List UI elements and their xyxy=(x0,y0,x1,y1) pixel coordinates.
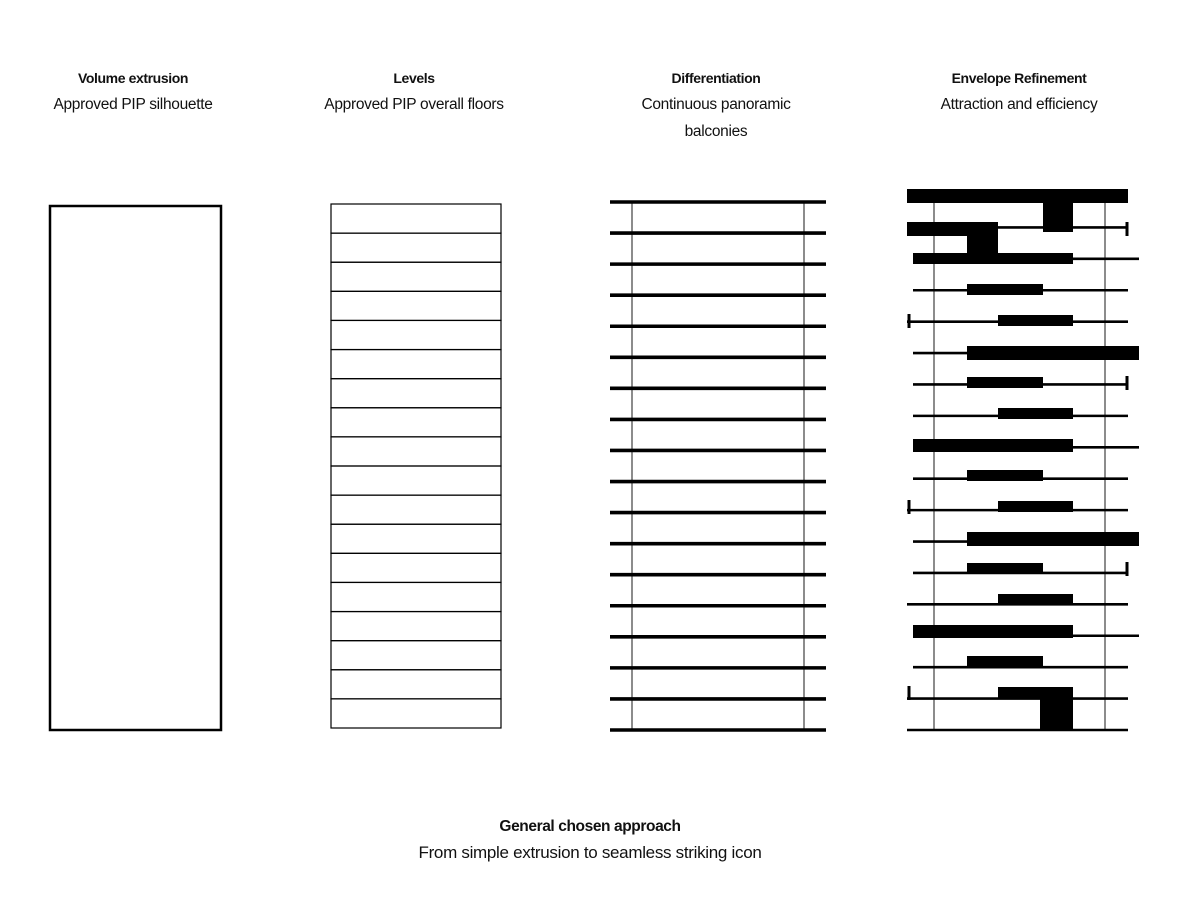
step-1-title: Volume extrusion xyxy=(77,70,189,86)
balcony-block xyxy=(967,226,998,254)
levels-stack xyxy=(331,204,501,728)
step-3-title: Differentiation xyxy=(671,70,761,86)
balcony-block xyxy=(907,189,1128,203)
level-floor xyxy=(331,233,501,262)
balcony-block xyxy=(967,532,1139,546)
level-floor xyxy=(331,582,501,611)
footer-subtitle: From simple extrusion to seamless striking icon xyxy=(418,843,762,862)
step-2-title: Levels xyxy=(393,70,435,86)
level-floor xyxy=(331,670,501,699)
balcony-block xyxy=(913,439,1073,452)
footer-title: General chosen approach xyxy=(499,818,681,835)
balcony-block xyxy=(967,284,1043,295)
step-3-subtitle: Continuous panoramic balconies xyxy=(641,96,791,140)
balcony-block xyxy=(998,315,1073,326)
level-floor xyxy=(331,612,501,641)
footer-caption xyxy=(340,817,840,866)
level-floor xyxy=(331,641,501,670)
volume-silhouette xyxy=(50,206,221,730)
balcony-block xyxy=(1043,196,1073,232)
level-floor xyxy=(331,379,501,408)
balcony-block xyxy=(967,563,1043,574)
step-4-subtitle: Attraction and efficiency xyxy=(940,96,1098,113)
level-floor xyxy=(331,262,501,291)
level-floor xyxy=(331,437,501,466)
level-floor xyxy=(331,466,501,495)
level-floor xyxy=(331,320,501,349)
balcony-block xyxy=(998,408,1073,419)
balcony-block xyxy=(967,377,1043,388)
balcony-stack xyxy=(610,202,826,730)
balcony-block xyxy=(967,346,1139,360)
balcony-block xyxy=(913,625,1073,638)
balcony-block xyxy=(967,656,1043,667)
level-floor xyxy=(331,291,501,320)
step-1-subtitle: Approved PIP silhouette xyxy=(53,96,213,113)
level-floor xyxy=(331,495,501,524)
envelope-stack xyxy=(907,189,1139,730)
balcony-block xyxy=(998,594,1073,605)
level-floor xyxy=(331,524,501,553)
level-floor xyxy=(331,204,501,233)
step-4-title: Envelope Refinement xyxy=(951,70,1087,86)
balcony-block xyxy=(1040,690,1073,730)
level-floor xyxy=(331,699,501,728)
balcony-block xyxy=(967,470,1043,481)
balcony-block xyxy=(913,253,1073,264)
step-2-subtitle: Approved PIP overall floors xyxy=(324,96,504,113)
level-floor xyxy=(331,350,501,379)
level-floor xyxy=(331,408,501,437)
level-floor xyxy=(331,553,501,582)
balcony-block xyxy=(998,501,1073,512)
